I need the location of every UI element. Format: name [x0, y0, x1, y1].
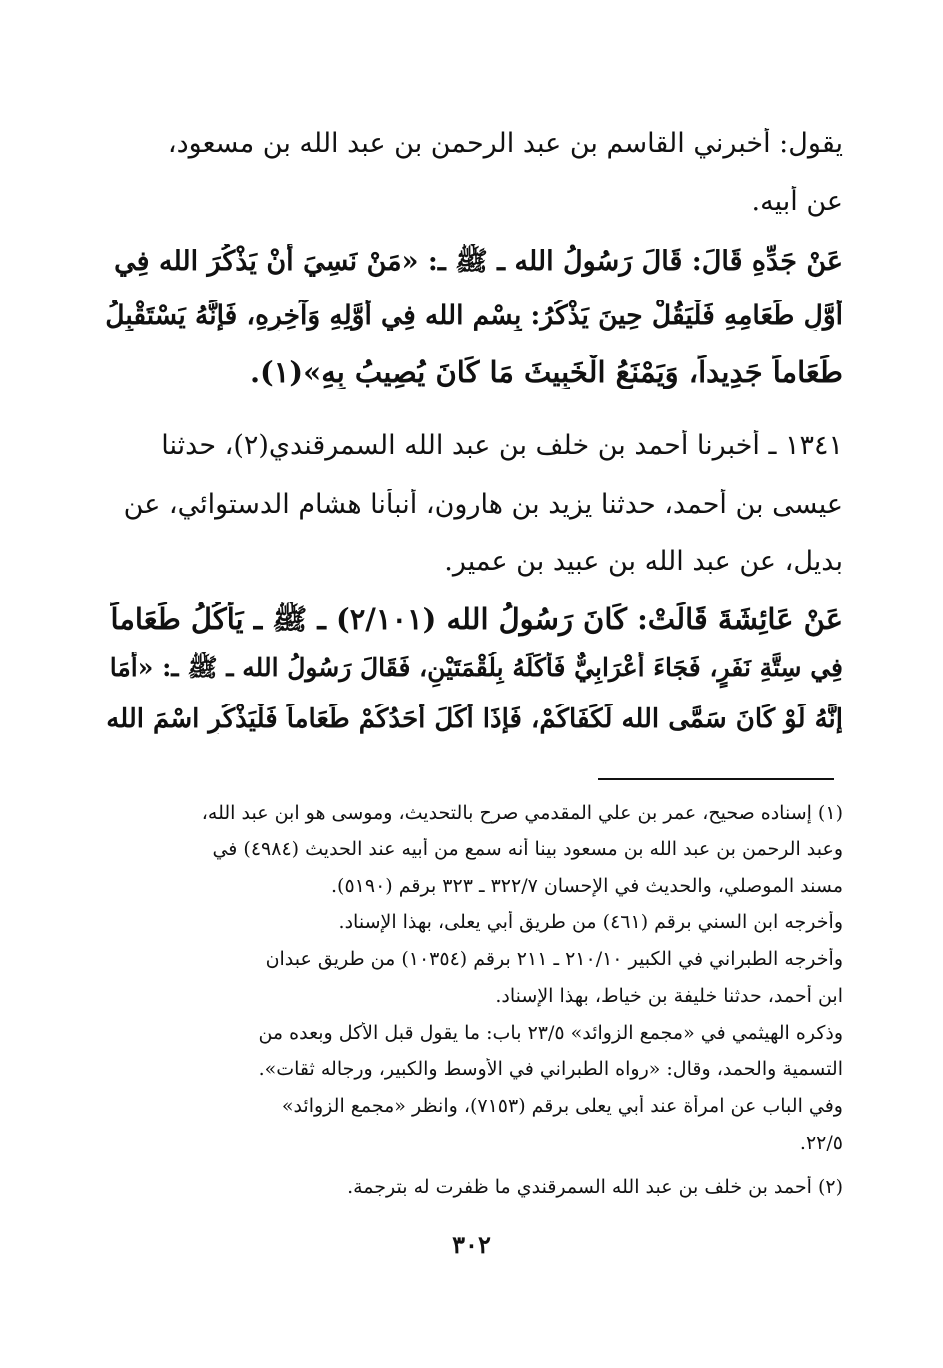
footnote-line-6: ابن أحمد، حدثنا خليفة بن خياط، بهذا الإسناد. [495, 985, 843, 1007]
isnad-line-1: ١٣٤١ ـ أخبرنا أحمد بن خلف بن عبد الله السمرقندي(٢)، حدثنا [161, 430, 843, 461]
hadith-1-line-1: عَنْ جَدِّهِ قَالَ: قَالَ رَسُولُ الله ـ ﷺ ـ: «مَنْ نَسِيَ أَنْ يَذْكُرَ الله فِي [114, 246, 843, 277]
footnote-line-2: وعبد الرحمن بن عبد الله بن مسعود بينا أنه سمع من أبيه عند الحديث (٤٩٨٤) في [212, 838, 843, 860]
isnad-line-2: عيسى بن أحمد، حدثنا يزيد بن هارون، أنبأنا هشام الدستوائي، عن [123, 489, 843, 520]
footnote-line-5: وأخرجه الطبراني في الكبير ٢١٠/١٠ ـ ٢١١ برقم (١٠٣٥٤) من طريق عبدان [265, 948, 843, 970]
footnote-line-3: مسند الموصلي، والحديث في الإحسان ٣٢٢/٧ ـ ٣٢٣ برقم (٥١٩٠). [331, 875, 843, 897]
footnote-line-8: التسمية والحمد، وقال: «رواه الطبراني في الأوسط والكبير، ورجاله ثقات». [258, 1058, 843, 1080]
footnote-line-11: (٢) أحمد بن خلف بن عبد الله السمرقندي ما ظفرت له بترجمة. [347, 1176, 843, 1198]
paragraph-1-line-2: عن أبيه. [751, 186, 843, 217]
hadith-2-line-3: إِنَّهُ لَوْ كَانَ سَمَّى الله لَكَفَاكُمْ، فَإِذَا أَكَلَ أَحَدُكُمْ طَعَاماً فَلْيَذْكُرِ اسْمَ الله [106, 704, 843, 734]
footnote-line-7: وذكره الهيثمي في «مجمع الزوائد» ٢٣/٥ باب: ما يقول قبل الأكل وبعده من [258, 1022, 843, 1044]
paragraph-1-line-1: يقول: أخبرني القاسم بن عبد الرحمن بن عبد الله بن مسعود، [167, 128, 843, 159]
footnote-separator [598, 778, 834, 780]
page-number: ٣٠٢ [452, 1230, 491, 1259]
footnote-line-9: وفي الباب عن امرأة عند أبي يعلى برقم (٧١٥٣)، وانظر «مجمع الزوائد» [281, 1095, 843, 1117]
footnote-line-4: وأخرجه ابن السني برقم (٤٦١) من طريق أبي يعلى، بهذا الإسناد. [338, 911, 843, 933]
footnote-line-10: ٢٢/٥. [799, 1132, 843, 1154]
hadith-1-line-3: طَعَاماً جَدِيداً، وَيَمْنَعُ الْخَبِيثَ مَا كَانَ يُصِيبُ بِهِ»(١). [249, 355, 843, 389]
footnote-line-1: (١) إسناده صحيح، عمر بن علي المقدمي صرح بالتحديث، وموسى هو ابن عبد الله، [201, 802, 843, 824]
hadith-2-line-1: عَنْ عَائِشَةَ قَالَتْ: كَانَ رَسُولُ الله (٢/١٠١) ـ ﷺ ـ يَأْكُلُ طَعَاماً [110, 602, 843, 636]
hadith-2-line-2: فِي سِتَّةِ نَفَرٍ، فَجَاءَ أَعْرَابِيٌّ فَأَكَلَهُ بِلُقْمَتَيْنِ، فَقَالَ رَسُولُ الله ـ ﷺ ـ: «أَمَا [109, 653, 843, 682]
isnad-line-3: بديل، عن عبد الله بن عبيد بن عمير. [444, 546, 843, 577]
hadith-1-line-2: أَوَّلِ طَعَامِهِ فَلْيَقُلْ حِينَ يَذْكُرُ: بِسْمِ الله فِي أَوَّلِهِ وَآخِرِهِ، فَإِنَّهُ يَسْتَقْبِلُ [105, 300, 843, 331]
